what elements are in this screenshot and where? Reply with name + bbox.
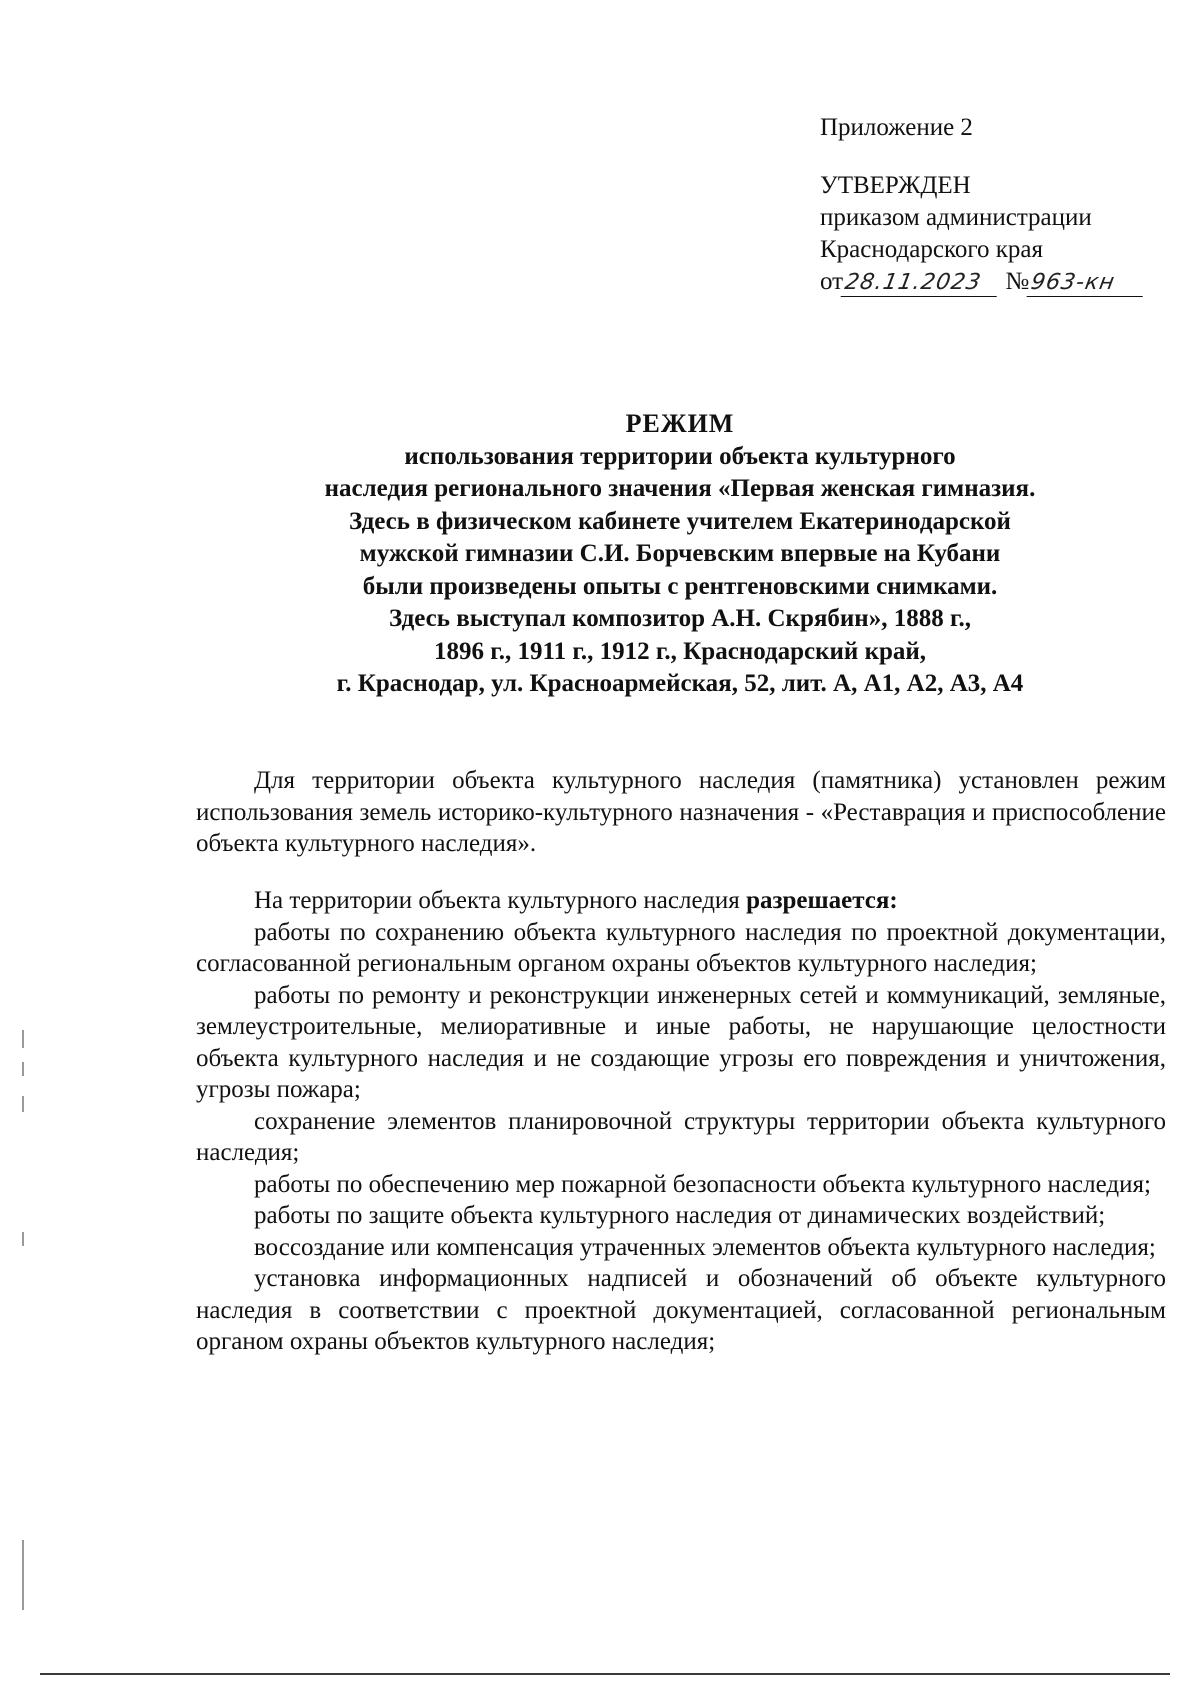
list-item: работы по сохранению объекта культурного наследия по проектной документации, согласованной региональным органом охраны объектов культурного наследия; [196, 918, 1166, 977]
list-item: работы по ремонту и реконструкции инженерных сетей и коммуникаций, земляные, землеустроительные, мелиоративные и иные работы, не нарушающие целостности объекта культурного наследия и не создающие угрозы его повреждения и уничтожения, угрозы пожара; [196, 981, 1166, 1103]
title-line: использования территории объекта культурного [404, 442, 956, 470]
list-item: работы по обеспечению мер пожарной безопасности объекта культурного наследия; [254, 1170, 1151, 1198]
number-prefix: № [1005, 268, 1030, 295]
list-item: воссоздание или компенсация утраченных элементов объекта культурного наследия; [254, 1233, 1156, 1261]
scan-margin-mark [22, 1062, 24, 1076]
approved-label: УТВЕРЖДЕН [820, 172, 971, 199]
document-title [190, 408, 1170, 701]
permitted-list [196, 885, 1166, 1358]
scan-margin-mark [22, 1232, 24, 1246]
handwritten-date: 28.11.2023 [841, 270, 1002, 297]
permitted-lead-bold: разрешается: [746, 887, 898, 914]
title-line: г. Краснодар, ул. Красноармейская, 52, лит. А, А1, А2, А3, А4 [336, 670, 1024, 697]
approval-date-number-line [820, 266, 1145, 298]
title-line: мужской гимназии С.И. Борчевским впервые на Кубани [359, 540, 1001, 567]
scan-bottom-edge [40, 1673, 1170, 1675]
list-item: работы по защите объекта культурного наследия от динамических воздействий; [254, 1202, 1106, 1229]
scan-margin-mark [22, 1096, 24, 1112]
list-item: установка информационных надписей и обозначений об объекте культурного наследия в соответствии с проектной документацией, согласованной региональным органом охраны объектов культурного наследия; [196, 1265, 1166, 1355]
permitted-lead [196, 885, 1166, 917]
approval-block [820, 112, 1145, 298]
title-line: были произведены опыты с рентгеновскими снимками. [362, 572, 998, 600]
annex-label: Приложение 2 [820, 114, 973, 141]
title-heading: РЕЖИМ [625, 409, 735, 438]
approval-line-2: Краснодарского края [820, 236, 1043, 263]
scan-margin-mark [22, 1030, 24, 1048]
title-line: Здесь в физическом кабинете учителем Екатеринодарской [349, 507, 1011, 535]
title-line: 1896 г., 1911 г., 1912 г., Краснодарский край, [433, 637, 927, 665]
scan-margin-mark [22, 1540, 24, 1610]
handwritten-number: 963-кн [1027, 270, 1148, 297]
intro-paragraph: Для территории объекта культурного наследия (памятника) установлен режим использования земель историко-культурного назначения - «Реставрация и приспособление объекта культурного наследия». [196, 767, 1166, 857]
intro-paragraph-block [196, 765, 1166, 860]
date-prefix: от [820, 268, 844, 295]
title-line: наследия регионального значения «Первая женская гимназия. [324, 475, 1036, 502]
title-line: Здесь выступал композитор А.Н. Скрябин», 1888 г., [389, 605, 971, 632]
permitted-lead-text: На территории объекта культурного наследия [254, 887, 747, 914]
approval-line-1: приказом администрации [820, 204, 1092, 231]
list-item: сохранение элементов планировочной структуры территории объекта культурного наследия; [196, 1107, 1166, 1166]
